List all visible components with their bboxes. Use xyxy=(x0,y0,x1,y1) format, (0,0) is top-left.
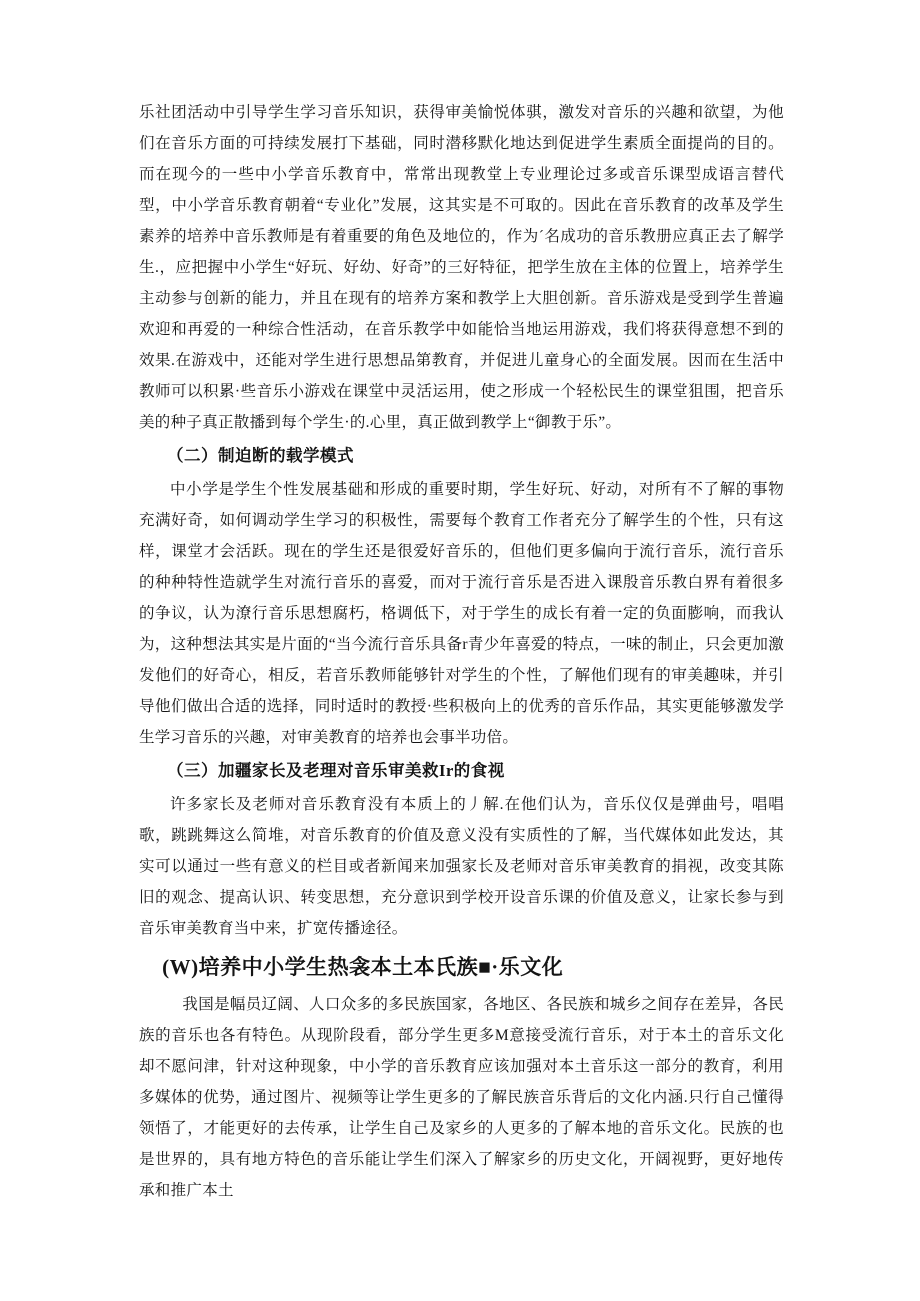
section-heading: （二）制迫断的载学模式 xyxy=(167,446,355,465)
body-paragraph: 中小学是学生个性发展基础和形成的重要时期，学生好玩、好动，对所有不了解的事物充满好奇，如何调动学生学习的积极性，需要每个教育工作者充分了解学生的个性，只有这样，课堂才会活跃。现在的学生还是很爱好音乐的，但他们更多偏向于流行音乐，流行音乐的种种特性造就学生对流行音乐的喜爱，而对于流行音乐是否进入课殷音乐教白界有着很多的争议，认为潦行音乐思想腐朽，格调低下，对于学生的成长有着一定的负面膨响，而我认为，这种想法其实是片面的“当今流行音乐具备r青少年喜爱的特点，一味的制止，只会更加激发他们的好奇心，相反，若音乐教师能够针对学生的个性，了解他们现有的审美趣味，并引导他们做出合适的选择，同时适时的教授·些积极向上的优秀的音乐作品，其实更能够激发学生学习音乐的兴趣，对审美教育的培养也会事半功倍。 xyxy=(139,481,784,746)
section-heading: （三）加疆家长及老理对音乐审美救Ir的食视 xyxy=(167,761,505,780)
document-content xyxy=(139,97,784,1206)
section-heading-large: (W)培养中小学生热衾本土本氏族■·乐文化 xyxy=(162,955,564,979)
body-paragraph: 许多家长及老师对音乐教育没有本质上的丿解.在他们认为，音乐仪仅是弹曲号，唱唱歌，跳跳舞这么简堆，对音乐教育的价值及意义没有实质性的了解，当代媒体如此发达，其实可以通过一些有意义的栏目或者新闻来加强家长及老师对音乐审美教育的捐视，改变其陈旧的观念、提高认识、转变思想，充分意识到学校开设音乐课的价值及意义，让家长参与到音乐审美教育当中来，扩宽传播途径。 xyxy=(139,796,784,937)
body-paragraph: 我国是幅员辽阔、人口众多的多民族国家，各地区、各民族和城乡之间存在差异，各民族的音乐也各有特色。从现阶段看，部分学生更多M意接受流行音乐，对于本土的音乐文化却不愿问津，针对这种现象，中小学的音乐教育应该加强对本土音乐这一部分的教育，利用多媒体的优势，通过图片、视频等让学生更多的了解民族音乐背后的文化内涵.只行自己懂得领悟了，才能更好的去传承，让学生自己及家乡的人更多的了解本地的音乐文化。民族的也是世界的，具有地方特色的音乐能让学生们深入了解家乡的历史文化，开阔视野，更好地传承和推广本土 xyxy=(139,996,784,1199)
body-paragraph: 乐社团活动中引导学生学习音乐知识，获得审美愉悦体骐，激发对音乐的兴趣和欲望，为他们在音乐方面的可持续发展打下基础，同时潜移默化地达到促进学生素质全面提尚的目的。而在现今的一些中小学音乐教育中，常常出现教堂上专业理论过多或音乐课型成语言替代型，中小学音乐教育朝着“专业化”发展，这其实是不可取的。因此在音乐教育的改革及学生素养的培养中音乐教师是有着重要的角色及地位的，作为´名成功的音乐教册应真正去了解学生.，应把握中小学生“好玩、好幼、好奇”的三好特征，把学生放在主体的位置上，培养学生主动参与创新的能力，并且在现有的培养方案和教学上大胆创新。音乐游戏是受到学生普遍欢迎和再爱的一种综合性活动，在音乐教学中如能恰当地运用游戏，我们将获得意想不到的效果.在游戏中，还能对学生进行思想品第教育，并促进儿童身心的全面发展。因而在生活中教师可以积累·些音乐小游戏在课堂中灵活运用，使之形成一个轻松民生的课堂狙围，把音乐美的种子真正散播到每个学生·的.心里，真正做到教学上“御教于乐”。 xyxy=(139,104,784,431)
